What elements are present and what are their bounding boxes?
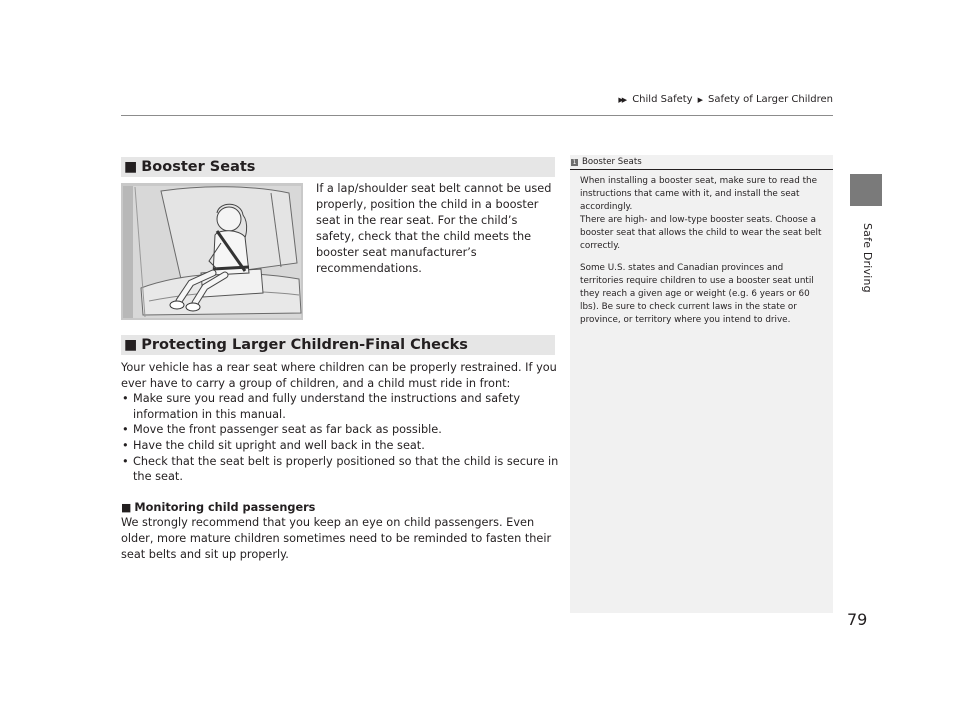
chapter-tab: [850, 174, 882, 206]
protecting-children-body: [121, 360, 561, 562]
note-body: [580, 175, 828, 327]
child-booster-seat-illustration: [121, 183, 303, 320]
protecting-children-title: Protecting Larger Children-Final Checks: [141, 337, 468, 353]
protecting-intro: Your vehicle has a rear seat where children can be properly restrained. If you ever have to carry a group of children, and a child must ride in front:: [121, 361, 557, 390]
booster-seats-text: If a lap/shoulder seat belt cannot be used properly, position the child in a booster seat in the rear seat. For the child’s safety, check that the child meets the booster seat manufacturer’s recommendations.: [316, 182, 552, 275]
monitoring-title: Monitoring child passengers: [134, 500, 316, 514]
chapter-label: Safe Driving: [861, 223, 874, 293]
note-reference-icon: 1: [572, 158, 577, 166]
monitoring-text: We strongly recommend that you keep an eye on child passengers. Even older, more mature children sometimes need to be reminded to fasten their seat belts and sit up properly.: [121, 516, 552, 561]
breadcrumb-separator-icon: ▶: [697, 95, 703, 104]
protecting-children-header: [121, 335, 555, 355]
section-square-icon: ■: [124, 337, 138, 353]
booster-seats-header: [121, 157, 555, 177]
breadcrumb-item-child-safety[interactable]: Child Safety: [632, 94, 693, 105]
list-item: • Have the child sit upright and well back in the seat.: [121, 438, 561, 454]
booster-seats-title: Booster Seats: [141, 159, 256, 175]
breadcrumb: [618, 94, 833, 105]
page-number: 79: [847, 610, 868, 629]
note-title: Booster Seats: [582, 157, 642, 167]
list-item: • Check that the seat belt is properly positioned so that the child is secure in the seat.: [121, 454, 561, 485]
header-divider: [121, 115, 833, 116]
note-paragraph: When installing a booster seat, make sure to read the instructions that came with it, and install the seat accordingly. There are high- and low-type booster seats. Choose a booster seat that allows the child to wear the seat belt correctly.: [580, 176, 822, 251]
subsection-square-icon: ■: [121, 500, 132, 514]
list-item: • Make sure you read and fully understand the instructions and safety information in this manual.: [121, 391, 561, 422]
breadcrumb-arrow-icon: ▶▶: [618, 95, 626, 104]
list-item: • Move the front passenger seat as far back as possible.: [121, 422, 561, 438]
monitoring-heading: [121, 500, 561, 516]
final-checks-list: [121, 391, 561, 485]
note-paragraph: Some U.S. states and Canadian provinces and territories require children to use a booster seat until they reach a given age or weight (e.g. 6 years or 60 lbs). Be sure to check current laws in the state or province, or territory where you intend to drive.: [580, 263, 814, 325]
section-square-icon: ■: [124, 159, 138, 175]
note-header: [570, 157, 833, 170]
breadcrumb-item-larger-children[interactable]: Safety of Larger Children: [707, 94, 833, 105]
